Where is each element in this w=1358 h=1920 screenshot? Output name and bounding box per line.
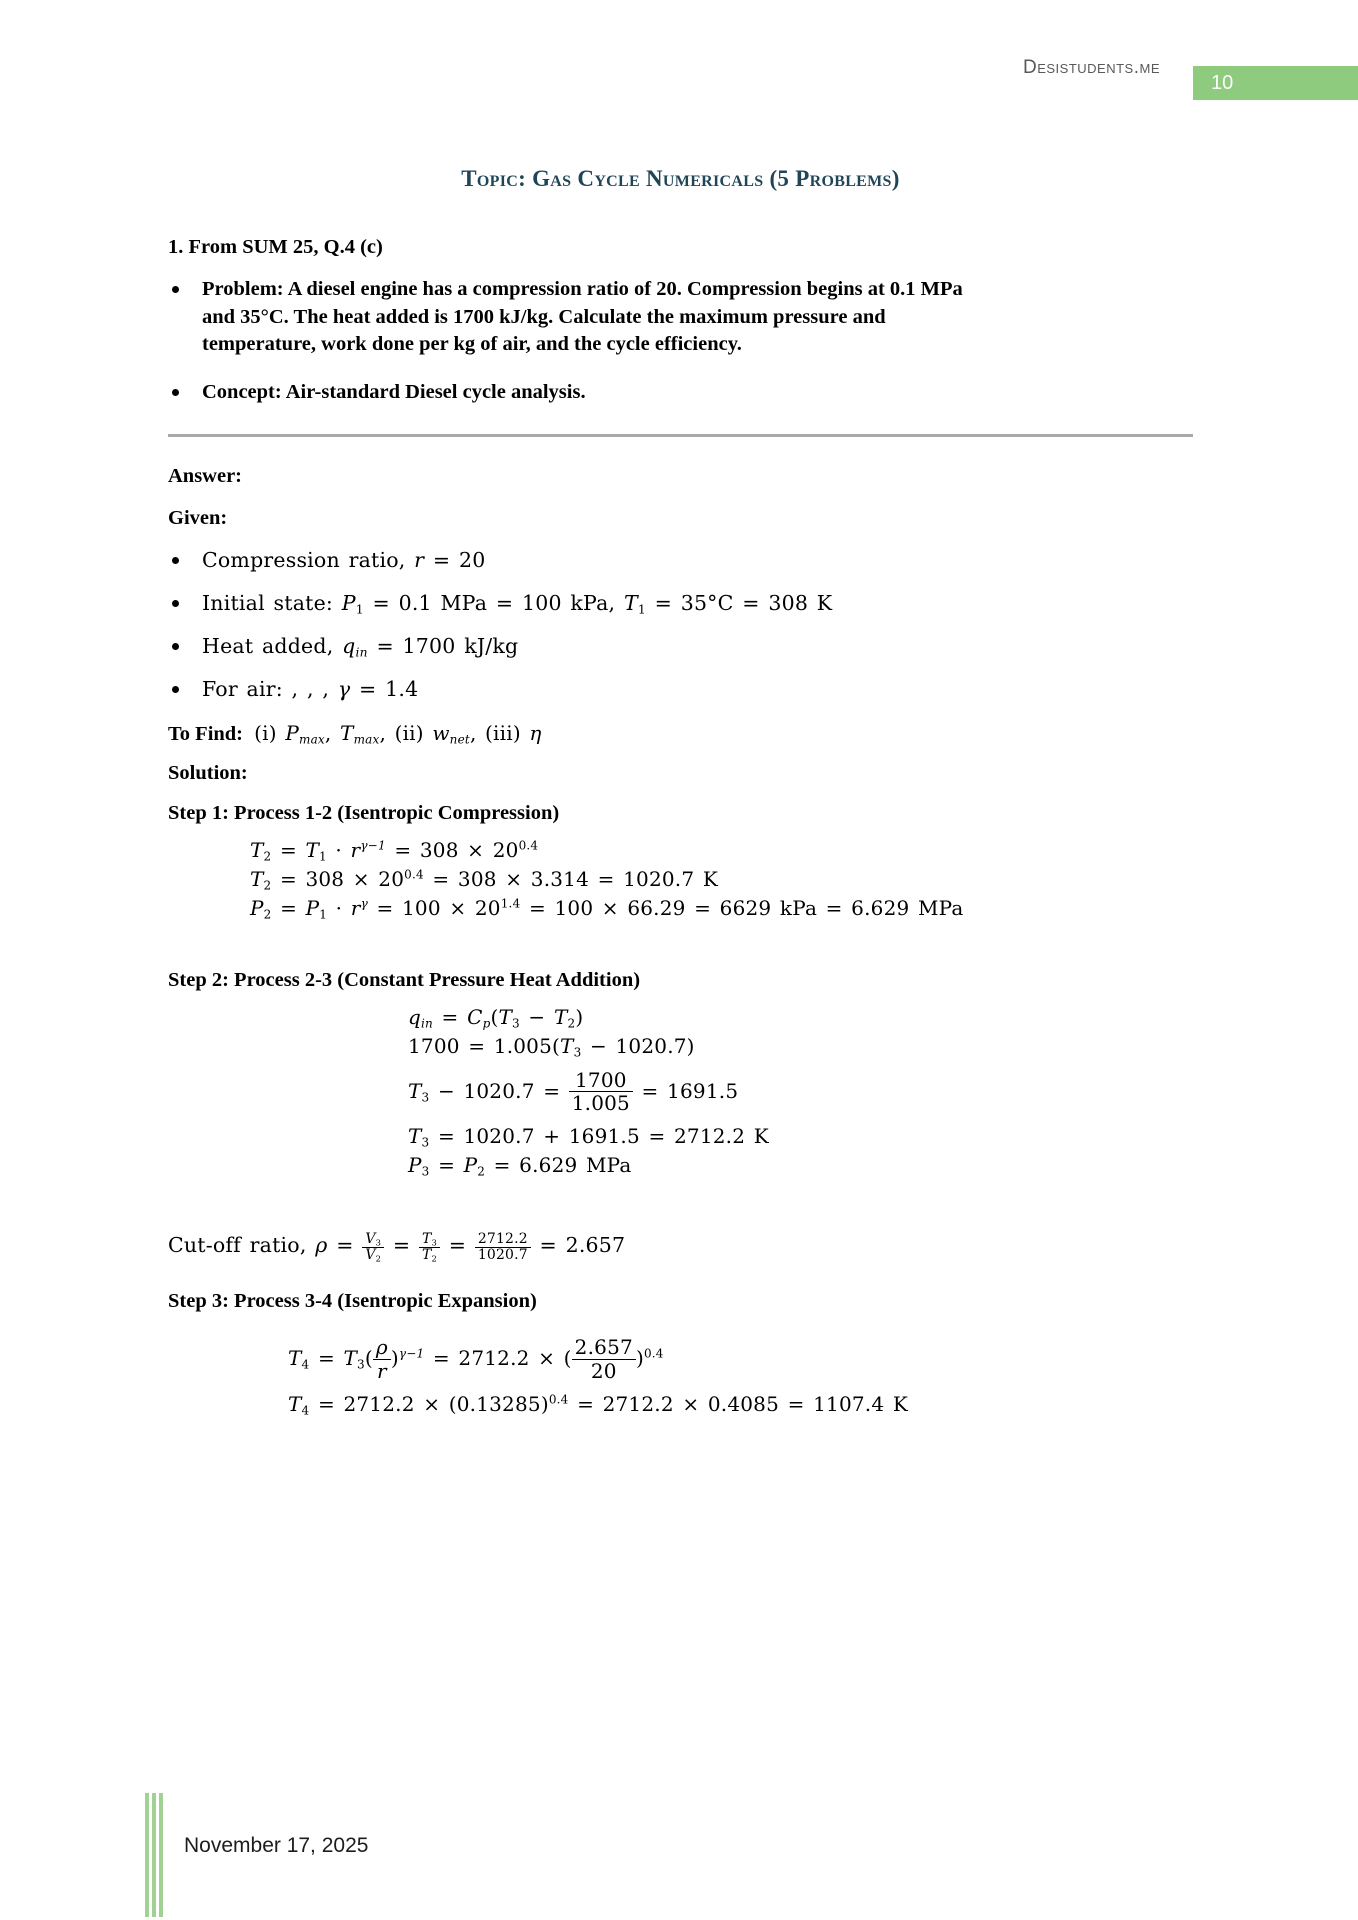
bullet-icon xyxy=(172,600,179,607)
accent-bar xyxy=(152,1793,156,1917)
page-number: 10 xyxy=(1211,72,1234,94)
accent-bar xyxy=(145,1793,149,1917)
given-item-text: For air: , , , γ = 1.4 xyxy=(202,676,419,701)
equation-line: $q_{in} = C_p(T_3 - T_2)$ xyxy=(408,1004,584,1031)
bullet-icon xyxy=(172,389,179,396)
concept-bullet xyxy=(168,379,1193,406)
cutoff-ratio-line: Cut-off ratio, ρ = $\frac{V_3}{V_2}$ = $\frac{T_3}{T_2}$ = $\frac{2712.2}{1020.7}$ = 2.657 xyxy=(168,1230,626,1264)
given-item-text: Initial state: $P_1 = 0.1$ MPa = 100 kPa, $T_1 = 35^\circ C = 308$ K xyxy=(202,590,833,617)
problem-bullet xyxy=(168,276,1193,359)
bullet-icon xyxy=(172,643,179,650)
bullet-icon xyxy=(172,686,179,693)
bullet-icon xyxy=(172,286,179,293)
document-content xyxy=(168,166,1193,1419)
given-item-for-air xyxy=(168,676,1193,703)
given-label: Given: xyxy=(168,506,228,529)
to-find-items: (i) $P_{max}$, $T_{max}$, (ii) $w_{net}$, (iii) η xyxy=(254,720,542,747)
equation-line: $T_3 - 1020.7$ = $\frac{1700}{1.005}$ = 1691.5 xyxy=(408,1067,739,1115)
given-item-text: Compression ratio, r = 20 xyxy=(202,547,486,572)
to-find-line xyxy=(168,721,1193,746)
page-title: Topic: Gas Cycle Numericals (5 Problems) xyxy=(461,166,900,191)
equation-line: $T_4 = 2712.2 \times (0.13285)^{0.4} = 2712.2 \times 0.4085 = 1107.4$ K xyxy=(288,1392,908,1418)
concept-text: Concept: Air-standard Diesel cycle analysis. xyxy=(202,380,586,403)
footer-date: November 17, 2025 xyxy=(184,1834,369,1857)
equation-line: $T_3 = 1020.7 + 1691.5 = 2712.2$ K xyxy=(408,1124,769,1150)
given-item-initial-state xyxy=(168,590,1193,617)
step3-heading: Step 3: Process 3-4 (Isentropic Expansion) xyxy=(168,1290,537,1313)
equation-line: $T_4 = T_3$( $\frac{\rho}{r}$ )$^{\gamma-1}$ = 2712.2 × ( $\frac{2.657}{20}$ )$^{0.4}$ xyxy=(288,1335,664,1383)
question-heading: 1. From SUM 25, Q.4 (c) xyxy=(168,236,383,258)
step3-equations xyxy=(288,1322,1193,1419)
step2-heading: Step 2: Process 2-3 (Constant Pressure Heat Addition) xyxy=(168,968,641,991)
problem-text: Problem: A diesel engine has a compression ratio of 20. Compression begins at 0.1 MPa and 35°C. The heat added is 1700 kJ/kg. Calculate the maximum pressure and temperature, work done per kg of air, and the cycle efficiency. xyxy=(202,278,963,355)
step1-heading: Step 1: Process 1-2 (Isentropic Compression) xyxy=(168,801,560,824)
equation-line: $T_2 = T_1 \cdot r^{\gamma-1} = 308 \times 20^{0.4}$ xyxy=(250,837,539,864)
equation-line: $1700 = 1.005(T_3 - 1020.7)$ xyxy=(408,1033,695,1060)
page-number-badge xyxy=(1193,66,1358,100)
solution-label: Solution: xyxy=(168,761,248,784)
equation-line: $T_2 = 308 \times 20^{0.4} = 308 \times 3.314 = 1020.7$ K xyxy=(250,866,718,893)
equation-line: $P_2 = P_1 \cdot r^\gamma = 100 \times 20^{1.4} = 100 \times 66.29 = 6629$ kPa = 6.629 MPa xyxy=(250,895,964,922)
footer-accent-bars xyxy=(145,1793,166,1917)
given-item-compression-ratio xyxy=(168,547,1193,574)
given-item-text: Heat added, $q_{in} = 1700$ kJ/kg xyxy=(202,633,519,660)
accent-bar xyxy=(159,1793,163,1917)
bullet-icon xyxy=(172,557,179,564)
step2-equations xyxy=(408,1003,1193,1181)
given-item-heat-added xyxy=(168,633,1193,660)
answer-label: Answer: xyxy=(168,464,243,487)
section-divider xyxy=(168,434,1193,437)
site-label: Desistudents.me xyxy=(1022,57,1160,78)
equation-line: $P_3 = P_2 = 6.629$ MPa xyxy=(408,1153,632,1179)
step1-equations xyxy=(250,836,1193,923)
to-find-label: To Find: xyxy=(168,722,244,745)
